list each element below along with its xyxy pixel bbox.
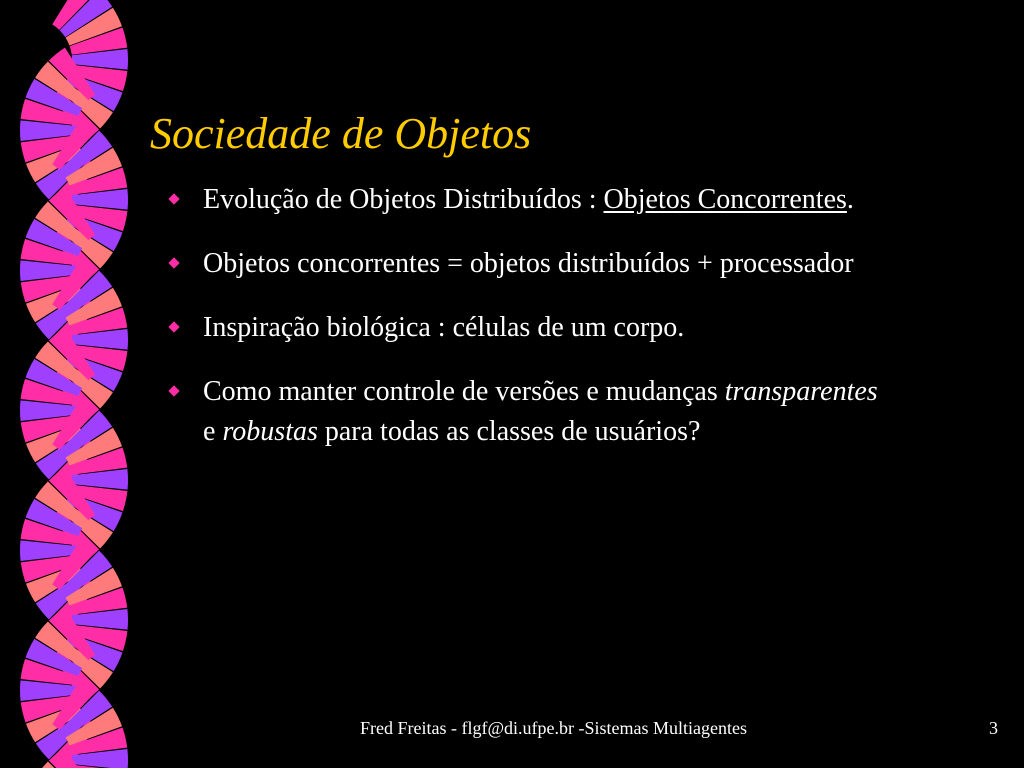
bullet-text-end: . (846, 184, 854, 215)
slide-footer: Fred Freitas - flgf@di.ufpe.br -Sistemas Multiagentes (360, 718, 747, 738)
bullet-text: Evolução de Objetos Distribuídos : (203, 184, 604, 215)
bullet-text: Como manter controle de versões e mudanças (203, 376, 725, 407)
diamond-bullet-icon (168, 257, 179, 268)
italic-term-robustas: robustas (222, 416, 318, 447)
bullet-text: Inspiração biológica : células de um corpo. (203, 312, 685, 343)
bullet-item-evolucao (165, 180, 885, 220)
underlined-term-objetos-concorrentes: Objetos Concorrentes (603, 184, 847, 215)
diamond-bullet-icon (168, 321, 179, 332)
fan-border-decoration (0, 0, 150, 768)
bullet-list (165, 180, 885, 476)
page-number: 3 (989, 718, 998, 738)
italic-term-transparentes: transparentes (724, 376, 878, 407)
bullet-item-objetos-concorrentes (165, 244, 885, 284)
bullet-text-middle: e (203, 416, 223, 447)
slide-title: Sociedade de Objetos (150, 109, 532, 158)
diamond-bullet-icon (168, 193, 179, 204)
bullet-text: Objetos concorrentes = objetos distribuídos + processador (203, 248, 854, 279)
bullet-item-controle-versoes (165, 372, 885, 452)
diamond-bullet-icon (168, 385, 179, 396)
bullet-text-end: para todas as classes de usuários? (317, 416, 701, 447)
bullet-item-inspiracao (165, 308, 885, 348)
